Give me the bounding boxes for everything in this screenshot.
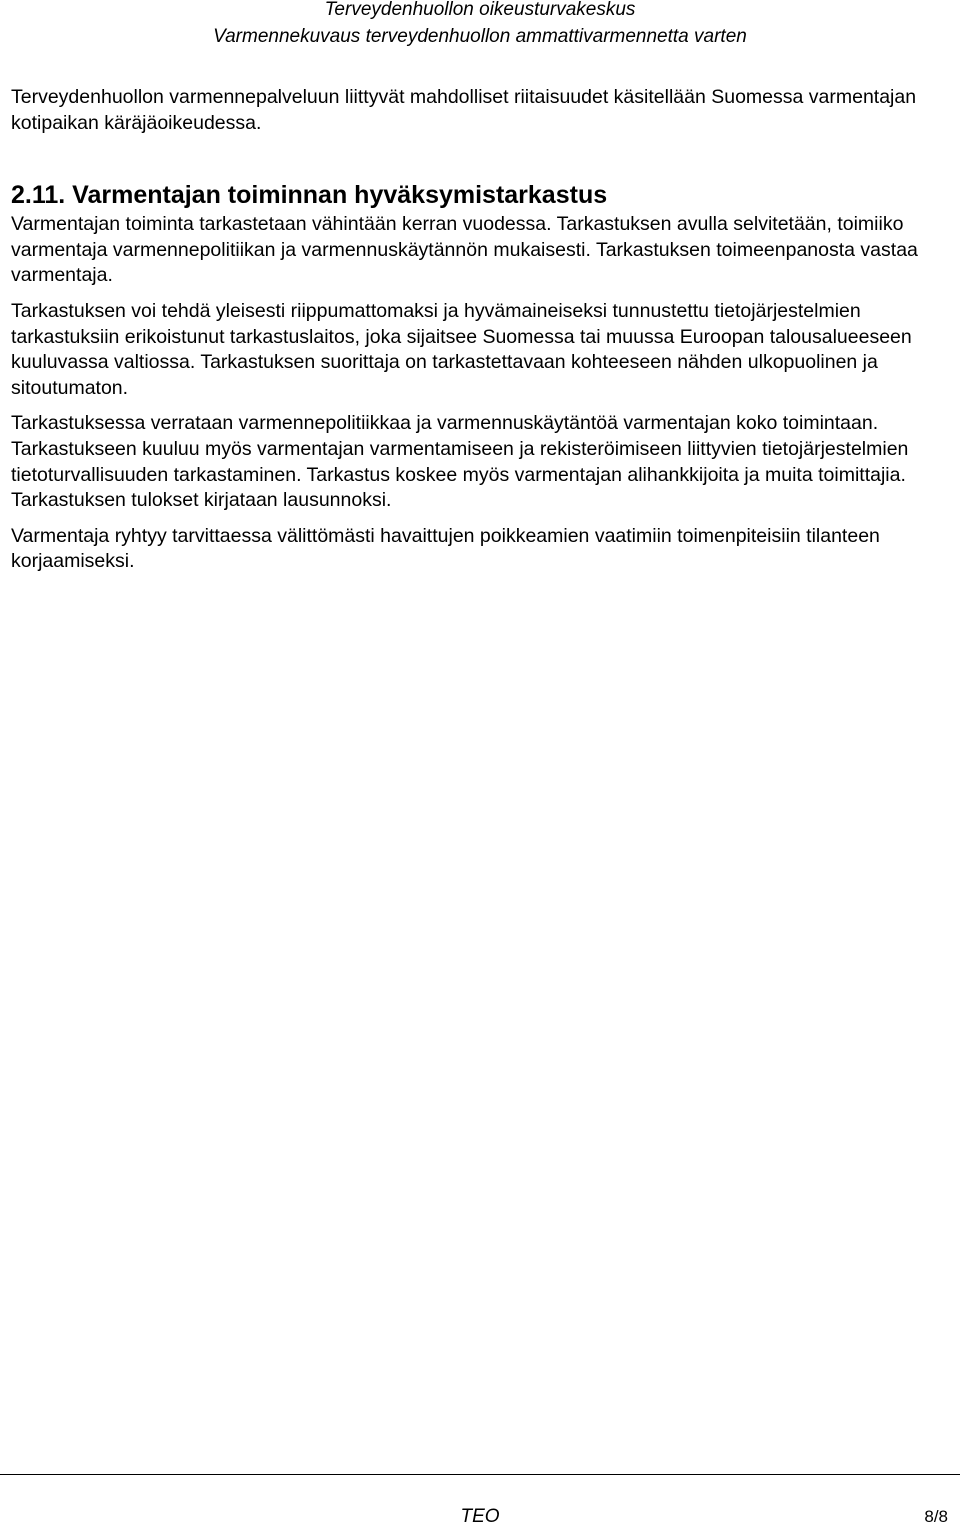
header-organization: Terveydenhuollon oikeusturvakeskus bbox=[324, 0, 636, 20]
header-document-title: Varmennekuvaus terveydenhuollon ammattivarmennetta varten bbox=[213, 26, 747, 47]
page-number: 8/8 bbox=[924, 1507, 948, 1526]
document-body bbox=[11, 85, 951, 575]
body-paragraph-1: Varmentajan toiminta tarkastetaan vähintään kerran vuodessa. Tarkastuksen avulla selvitetään, toimiiko varmentaja varmennepolitiikan ja varmennuskäytännön mukaisesti. Tarkastuksen toimeenpanosta vastaa varmentaja. bbox=[11, 213, 918, 287]
section-heading: 2.11. Varmentajan toiminnan hyväksymistarkastus bbox=[11, 181, 608, 210]
body-paragraph-2: Tarkastuksen voi tehdä yleisesti riippumattomaksi ja hyvämaineiseksi tunnustettu tietojärjestelmien tarkastuksiin erikoistunut tarkastuslaitos, joka sijaitsee Suomessa tai muussa Euroopan talousalueeseen kuuluvassa valtiossa. Tarkastuksen suorittaja on tarkastettavaan kohteeseen nähden ulkopuolinen ja sitoutumaton. bbox=[11, 299, 912, 399]
footer-label: TEO bbox=[460, 1506, 500, 1527]
body-paragraph-4: Varmentaja ryhtyy tarvittaessa välittömästi havaittujen poikkeamien vaatimiin toimenpiteisiin tilanteen korjaamiseksi. bbox=[11, 524, 880, 573]
footer-divider bbox=[0, 1474, 960, 1475]
page-header bbox=[0, 0, 960, 50]
intro-paragraph: Terveydenhuollon varmennepalveluun liittyvät mahdolliset riitaisuudet käsitellään Suomessa varmentajan kotipaikan käräjäoikeudessa. bbox=[11, 86, 917, 134]
body-paragraph-3: Tarkastuksessa verrataan varmennepolitiikkaa ja varmennuskäytäntöä varmentajan koko toimintaan. Tarkastukseen kuuluu myös varmentajan varmentamiseen ja rekisteröimiseen liittyvien tietojärjestelmien tietoturvallisuuden tarkastaminen. Tarkastus koskee myös varmentajan alihankkijoita ja muita toimittajia. Tarkastuksen tulokset kirjataan lausunnoksi. bbox=[11, 412, 909, 512]
